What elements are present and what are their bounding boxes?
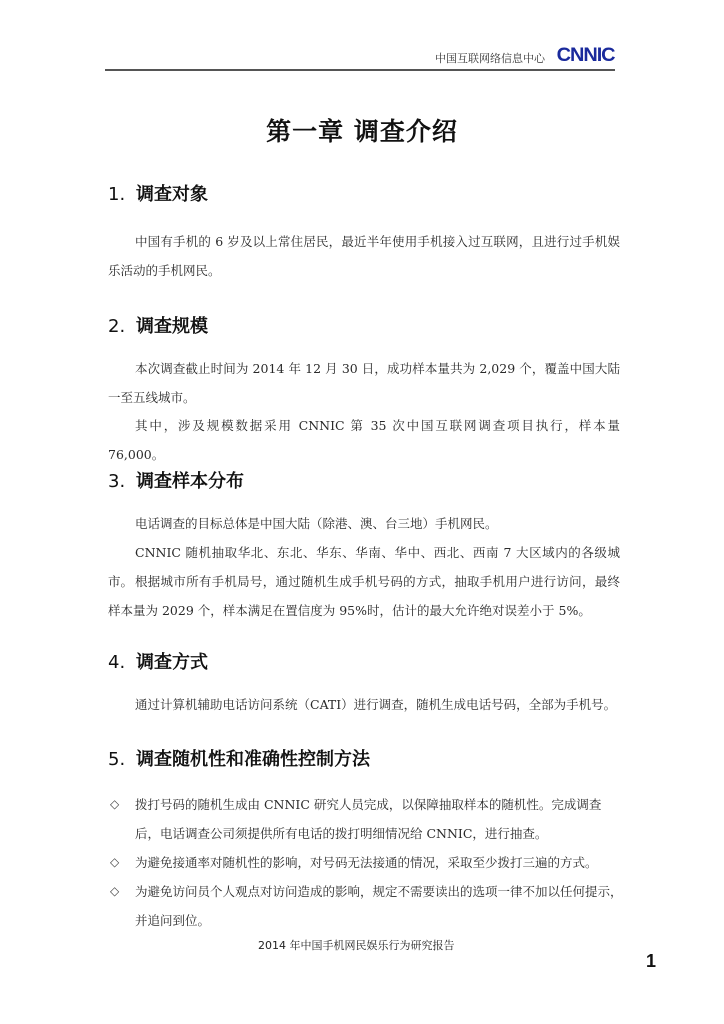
list-item: [108, 848, 623, 877]
page-number: 1: [646, 951, 657, 971]
section-2-paragraph-1: 本次调查截止时间为 2014 年 12 月 30 日，成功样本量共为 2,029 个，覆盖中国大陆一至五线城市。: [108, 361, 620, 405]
diamond-bullet-icon: ◇: [110, 797, 120, 811]
section-title: 调查规模: [136, 316, 208, 337]
section-4-paragraph-1: 通过计算机辅助电话访问系统（CATI）进行调查，随机生成电话号码，全部为手机号。: [135, 697, 617, 712]
control-methods-list: [108, 790, 623, 935]
list-item-text: 为避免访问员个人观点对访问造成的影响，规定不需要读出的选项一律不加以任何提示，并追问到位。: [135, 884, 623, 928]
section-3-paragraph-3: 根据城市所有手机局号，通过随机生成手机号码的方式，抽取手机用户进行访问，最终样本量为 2029 个，样本满足在置信度为 95%时，估计的最大允许绝对误差小于 5%。: [108, 574, 620, 618]
header-organization: 中国互联网络信息中心: [435, 52, 545, 65]
section-1-paragraph-1: 中国有手机的 6 岁及以上常住居民，最近半年使用手机接入过互联网，且进行过手机娱乐活动的手机网民。: [108, 234, 620, 278]
section-number: 3.: [108, 471, 126, 492]
list-item: [108, 790, 623, 848]
list-item-text: 为避免接通率对随机性的影响，对号码无法接通的情况，采取至少拨打三遍的方式。: [135, 855, 598, 870]
section-3-paragraph-1: 电话调查的目标总体是中国大陆（除港、澳、台三地）手机网民。: [135, 516, 498, 531]
footer-report-title: 2014 年中国手机网民娱乐行为研究报告: [258, 939, 455, 952]
section-heading-5: [108, 745, 370, 771]
chapter-title: 第一章 调查介绍: [266, 117, 458, 146]
section-heading-4: [108, 648, 208, 674]
section-number: 4.: [108, 652, 126, 673]
list-item-text: 拨打号码的随机生成由 CNNIC 研究人员完成，以保障抽取样本的随机性。完成调查后，电话调查公司须提供所有电话的拨打明细情况给 CNNIC，进行抽查。: [135, 797, 602, 841]
section-title: 调查方式: [136, 652, 208, 673]
section-title: 调查随机性和准确性控制方法: [136, 749, 370, 770]
list-item: [108, 877, 623, 935]
section-number: 5.: [108, 749, 126, 770]
section-heading-3: [108, 467, 244, 493]
page-header: [105, 44, 615, 71]
section-2-paragraph-2: 其中，涉及规模数据采用 CNNIC 第 35 次中国互联网调查项目执行，样本量 76,000。: [108, 418, 620, 462]
section-number: 2.: [108, 316, 126, 337]
section-number: 1.: [108, 184, 126, 205]
section-title: 调查对象: [136, 184, 208, 205]
section-3-paragraph-2: CNNIC 随机抽取华北、东北、华东、华南、华中、西北、西南 7 大区域内的各级城市。: [108, 545, 620, 589]
cnnic-logo-icon: CNNIC: [556, 45, 615, 66]
diamond-bullet-icon: ◇: [110, 855, 120, 869]
section-title: 调查样本分布: [136, 471, 244, 492]
section-heading-2: [108, 312, 208, 338]
diamond-bullet-icon: ◇: [110, 884, 120, 898]
section-heading-1: [108, 180, 208, 206]
